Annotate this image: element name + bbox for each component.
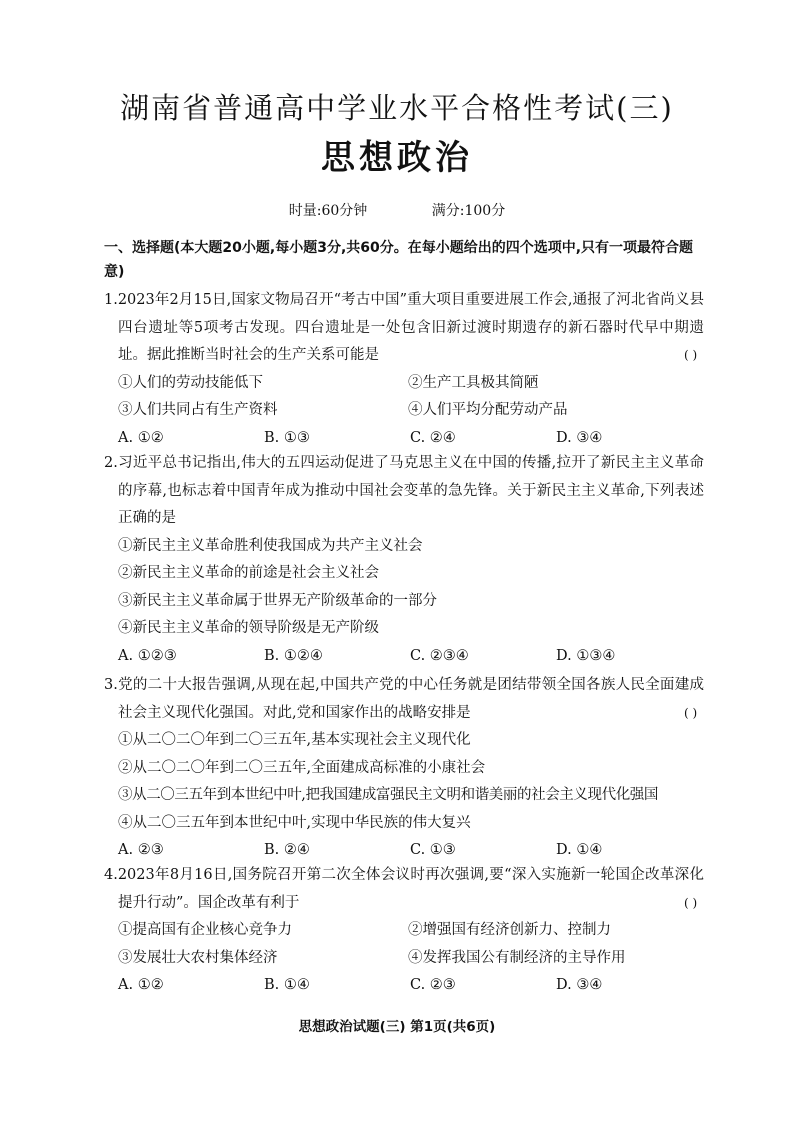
choice-row <box>104 837 704 865</box>
statement-item: ④发挥我国公有制经济的主导作用 <box>408 949 626 966</box>
statement-item: ④从二〇三五年到本世纪中叶,实现中华民族的伟大复兴 <box>118 814 471 831</box>
score-info: 满分:100分 <box>431 203 506 219</box>
choice-a: A. ①②③ <box>118 647 177 664</box>
choice-d: D. ①③④ <box>556 647 616 664</box>
statement-row <box>104 945 704 973</box>
choice-a: A. ①② <box>118 429 164 446</box>
question-1 <box>104 287 704 452</box>
statement-item: ①新民主主义革命胜利使我国成为共产主义社会 <box>118 537 423 554</box>
statement-item: ②从二〇二〇年到二〇三五年,全面建成高标准的小康社会 <box>118 759 486 776</box>
statement-item: ②增强国有经济创新力、控制力 <box>408 922 611 938</box>
question-2 <box>104 450 704 670</box>
exam-title: 湖南省普通高中学业水平合格性考试(三) <box>120 91 674 125</box>
choice-row <box>104 425 704 453</box>
question-stem: 3.党的二十大报告强调,从现在起,中国共产党的中心任务就是团结带领全国各族人民全面建成社会主义现代化强国。对此,党和国家作出的战略安排是 ( ) <box>104 677 704 721</box>
exam-meta <box>0 200 794 220</box>
choice-a: A. ②③ <box>118 842 164 858</box>
statement-item: ③新民主主义革命属于世界无产阶级革命的一部分 <box>118 592 437 609</box>
statement-row <box>104 370 704 398</box>
question-stem: 2.习近平总书记指出,伟大的五四运动促进了马克思主义在中国的传播,拉开了新民主主义革命的序幕,也标志着中国青年成为推动中国社会变革的急先锋。关于新民主主义革命,下列表述正确的是 <box>104 455 704 526</box>
statement-row <box>104 917 704 945</box>
choice-d: D. ③④ <box>556 429 603 446</box>
statement-item: ①人们的劳动技能低下 <box>118 374 263 391</box>
choice-c: C. ①③ <box>410 842 456 858</box>
time-info: 时量:60分钟 <box>288 203 368 219</box>
statement-item: ④人们平均分配劳动产品 <box>408 402 568 418</box>
statement-item: ②新民主主义革命的前途是社会主义社会 <box>118 565 379 581</box>
statement-item: ③从二〇三五年到本世纪中叶,把我国建成富强民主文明和谐美丽的社会主义现代化强国 <box>118 787 659 803</box>
choice-b: B. ①③ <box>264 429 310 446</box>
statement-item: ②生产工具极其简陋 <box>408 374 539 391</box>
statement-row <box>104 397 704 425</box>
statement-item: ①从二〇二〇年到二〇三五年,基本实现社会主义现代化 <box>118 732 471 748</box>
statement-item: ①提高国有企业核心竞争力 <box>118 922 292 938</box>
choice-c: C. ②③④ <box>410 647 469 664</box>
choice-c: C. ②③ <box>410 977 456 993</box>
question-3 <box>104 672 704 865</box>
statement-item: ③发展壮大农村集体经济 <box>118 949 278 966</box>
choice-b: B. ①④ <box>264 977 310 993</box>
statement-item: ④新民主主义革命的领导阶级是无产阶级 <box>118 620 379 636</box>
question-4 <box>104 862 704 1000</box>
page-footer: 思想政治试题(三) 第1页(共6页) <box>298 1019 496 1035</box>
choice-row <box>104 972 704 1000</box>
subject-title: 思想政治 <box>321 138 473 178</box>
section-heading: 一、选择题(本大题20小题,每小题3分,共60分。在每小题给出的四个选项中,只有一项最符合题意) <box>104 240 694 280</box>
choice-d: D. ①④ <box>556 842 603 858</box>
choice-a: A. ①② <box>118 977 164 993</box>
choice-b: B. ①②④ <box>264 647 323 664</box>
question-stem: 4.2023年8月16日,国务院召开第二次全体会议时再次强调,要“深入实施新一轮国企改革深化提升行动”。国企改革有利于 ( ) <box>104 867 704 911</box>
choice-c: C. ②④ <box>410 429 456 446</box>
question-stem: 1.2023年2月15日,国家文物局召开“考古中国”重大项目重要进展工作会,通报了河北省尚义县四台遗址等5项考古发现。四台遗址是一处包含旧新过渡时期遗存的新石器时代早中期遗址。据此推断当时社会的生产关系可能是 ( ) <box>104 292 704 363</box>
choice-b: B. ②④ <box>264 842 310 858</box>
statement-item: ③人们共同占有生产资料 <box>118 402 278 418</box>
choice-row <box>104 643 704 671</box>
choice-d: D. ③④ <box>556 977 603 993</box>
